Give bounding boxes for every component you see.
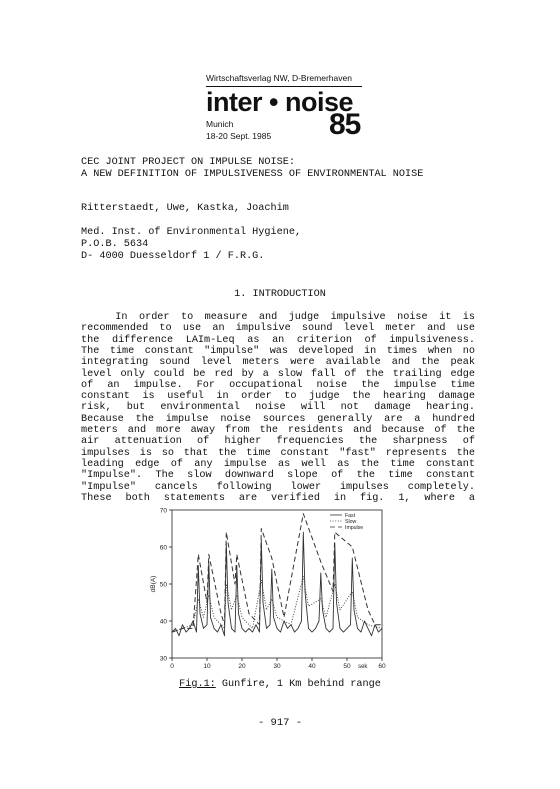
body-line: "Impulse". The slow downward slope of the time constant <box>81 470 475 482</box>
y-tick-label: 30 <box>159 655 167 663</box>
affiliation-line-3: D- 4000 Duesseldorf 1 / F.R.G. <box>81 251 265 262</box>
body-line: of an impulse. For occupational noise the impulse time <box>81 379 475 391</box>
affiliation-line-2: P.O.B. 5634 <box>81 239 149 250</box>
body-line: level only could be red by a slow fall of the trailing edge <box>81 368 475 380</box>
body-line: impulses is so that the time constant "fast" represents the <box>81 447 475 459</box>
x-tick-label: 50 <box>343 663 351 670</box>
chart-axes <box>150 508 386 671</box>
conference-dates: 18-20 Sept. 1985 <box>206 131 272 141</box>
legend-label-impulse: Impulse <box>345 525 364 531</box>
x-tick-label: 30 <box>273 663 281 670</box>
y-axis-label: dB(A) <box>150 575 157 593</box>
body-line: leading edge of any impulse as well as the time constant <box>81 458 475 470</box>
body-line: The time constant "impulse" was developed in times when no <box>81 345 475 357</box>
x-tick-label: 60 <box>378 663 386 670</box>
x-tick-label: 10 <box>203 663 211 670</box>
body-line: the difference LAIm-Leq as an criterion of impulsiveness. <box>81 334 475 346</box>
x-tick-label: 20 <box>238 663 246 670</box>
body-line: recommended to use an impulsive sound level meter and use <box>81 323 475 335</box>
conference-year: 85 <box>329 108 361 141</box>
paper-title-line-1: CEC JOINT PROJECT ON IMPULSE NOISE: <box>81 157 295 168</box>
body-line: In order to measure and judge impulsive noise it is <box>81 312 475 323</box>
y-tick-label: 50 <box>159 581 167 589</box>
body-line: air attenuation of higher frequencies the sharpness of <box>81 436 475 448</box>
publisher-line: Wirtschaftsverlag NW, D-Bremerhaven <box>206 73 352 83</box>
figure-chart <box>140 500 390 678</box>
legend-label-fast: Fast <box>345 513 356 519</box>
page-number: - 917 - <box>257 717 303 729</box>
body-line: risk, but environmental noise will not damage hearing. <box>81 402 475 414</box>
x-tick-label: 40 <box>308 663 316 670</box>
body-line: integrating sound level meters were available and the peak <box>81 357 475 369</box>
conference-logo: inter • noise <box>206 87 353 117</box>
legend-label-slow: Slow <box>345 519 357 525</box>
figure-caption <box>0 679 560 690</box>
authors: Ritterstaedt, Uwe, Kastka, Joachim <box>81 203 289 214</box>
chart-legend <box>330 513 363 531</box>
affiliation-line-1: Med. Inst. of Environmental Hygiene, <box>81 227 302 238</box>
body-line: These both statements are verified in fig. 1, where a <box>81 492 475 504</box>
figure-caption-label: Fig.1: <box>179 679 216 690</box>
x-tick-label: 0 <box>170 663 174 670</box>
y-tick-label: 70 <box>159 507 167 515</box>
figure-caption-text: Gunfire, 1 Km behind range <box>215 679 381 690</box>
y-tick-label: 40 <box>159 618 167 626</box>
series-fast-line <box>172 532 382 636</box>
section-heading: 1. INTRODUCTION <box>234 289 326 300</box>
body-line: "Impulse" cancels following lower impulses completely. <box>81 481 475 493</box>
paper-title-line-2: A NEW DEFINITION OF IMPULSIVENESS OF ENVIRONMENTAL NOISE <box>81 169 424 180</box>
body-line: Because the impulse noise sources generally are a hundred <box>81 413 475 425</box>
body-line: constant is useful in order to judge the hearing damage <box>81 391 475 403</box>
chart-series <box>172 514 382 636</box>
conference-city: Munich <box>206 119 234 129</box>
x-axis-label: sek <box>358 664 368 670</box>
plot-frame <box>172 510 382 658</box>
body-line: meters and more away from the residents and because of the <box>81 425 475 436</box>
y-tick-label: 60 <box>159 544 167 552</box>
